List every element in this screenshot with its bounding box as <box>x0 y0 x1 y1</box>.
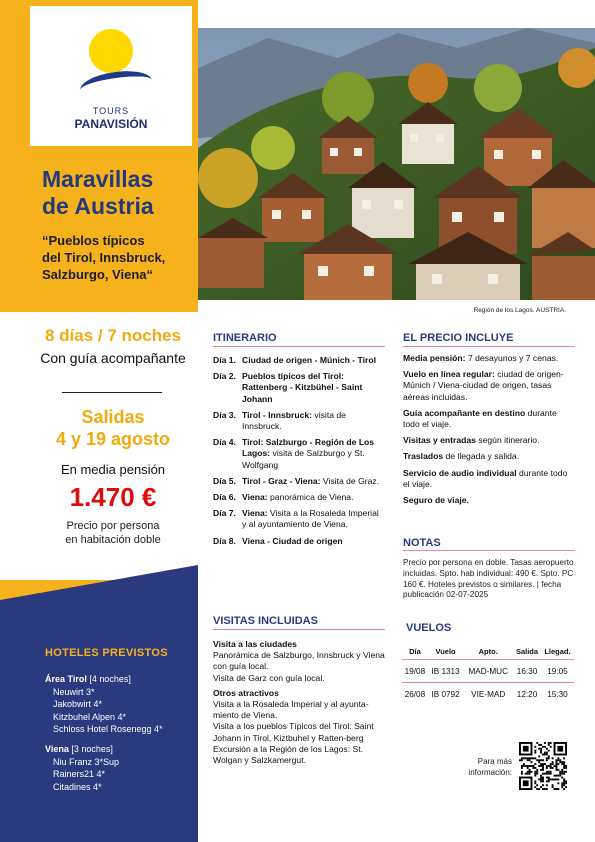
notes-text: Precio por persona en doble. Tasas aeropuerto incluidas. Spto. hab individual: 490 €. Spto. PC 160 €. Hoteles previstos o similares. | fecha publicación 02-07-2025 <box>403 558 574 600</box>
divider <box>62 392 162 393</box>
included-item-detail: durante todo el viaje. <box>403 467 568 489</box>
itinerary-list <box>213 355 385 552</box>
included-item-detail: de llegada y salida. <box>443 451 520 462</box>
itinerary-day: Día 7. <box>213 508 236 519</box>
hotel-item: Jakobwirt 4* <box>53 699 103 709</box>
itinerary-detail: Visita a la Rosaleda Imperial y al ayuntamiento de Viena. <box>242 508 379 530</box>
itinerary-day: Día 1. <box>213 355 236 365</box>
logo-tours-text: TOURS <box>92 106 130 116</box>
itinerary-row <box>213 355 385 366</box>
table-row <box>402 660 574 683</box>
table-row <box>402 683 574 705</box>
included-item <box>403 353 575 364</box>
trip-subtitle: “Pueblos típicos del Tirol, Innsbruck, Salzburgo, Viena“ <box>42 233 166 282</box>
hotel-item: Citadines 4* <box>53 781 102 792</box>
section-visits-title: VISITAS INCLUIDAS <box>213 615 318 627</box>
itinerary-place: Pueblos típicos del Tirol: Rattenberg - Kitzbühel - Saint Johann <box>242 371 363 404</box>
board-type: En media pensión <box>60 462 166 477</box>
itinerary-detail: Visita de Graz. <box>320 475 380 486</box>
itinerary-day: Día 5. <box>213 475 236 486</box>
trip-duration: 8 días / 7 noches <box>44 326 182 345</box>
itinerary-text <box>242 371 385 405</box>
included-item <box>403 435 575 446</box>
qr-label: Para más información: <box>468 757 512 777</box>
table-header-row <box>402 643 574 660</box>
hotels-title: HOTELES PREVISTOS <box>45 647 168 659</box>
section-rule <box>213 346 385 347</box>
included-item-detail: 7 desayunos y 7 cenas. <box>465 353 559 363</box>
price-note: Precio por persona en habitación doble <box>65 520 161 546</box>
included-item-title: Traslados <box>403 451 444 462</box>
itinerary-detail: panorámica de Viena. <box>267 492 354 503</box>
included-item <box>403 451 575 462</box>
itinerary-day: Día 6. <box>213 492 236 503</box>
included-list <box>403 353 575 511</box>
hallstatt-photo <box>198 28 595 300</box>
itinerary-day: Día 3. <box>213 409 236 420</box>
section-notes-title: NOTAS <box>403 537 441 549</box>
section-rule <box>403 346 575 347</box>
column-header: Día <box>409 646 421 656</box>
flights-table <box>402 643 574 705</box>
included-item-detail: según itinerario. <box>475 435 540 446</box>
itinerary-place: Tirol - Innsbruck: <box>242 409 313 420</box>
column-header: Vuelo <box>435 646 456 656</box>
included-item <box>403 495 575 506</box>
column-header: Apto. <box>478 646 498 656</box>
itinerary-place: Viena - Ciudad de origen <box>242 535 343 546</box>
visits-item: Excursión a la Región de los Lagos: St. Wolgan y Salzkamergut. <box>213 743 364 766</box>
itinerary-row <box>213 371 385 405</box>
table-cell: 19/08 <box>404 666 426 676</box>
section-rule <box>213 629 385 630</box>
table-cell: MAD-MUC <box>468 666 509 676</box>
itinerary-row <box>213 536 385 547</box>
sun-logo-icon <box>89 29 133 73</box>
hotel-item: Neuwirt 3* <box>53 686 95 697</box>
hotel-item: Schloss Hotel Rosenegg 4* <box>53 724 163 734</box>
itinerary-text <box>242 410 385 432</box>
included-item-title: Visitas y entradas <box>403 435 476 446</box>
itinerary-place: Tirol: Salzburgo - Región de Los Lagos: <box>242 437 375 459</box>
photo-caption: Región de los Lagos. AUSTRIA. <box>473 307 566 314</box>
included-item-title: Guía acompañante en destino <box>403 407 526 418</box>
itinerary-detail: visita de Salzburgo y St. Wolfgang <box>242 448 365 470</box>
table-cell: 12:20 <box>516 689 538 699</box>
hotel-region-tirol: Área Tirol [4 noches] Neuwirt 3* Jakobwirt 4* Kitzbuhel Alpen 4* Schloss Hotel Rosenegg 4* <box>45 674 163 734</box>
table-cell: IB 0792 <box>431 689 460 699</box>
itinerary-text <box>242 508 385 530</box>
hotel-item: Niu Franz 3*Sup <box>53 756 120 767</box>
itinerary-place: Ciudad de origen - Múnich - Tirol <box>242 355 376 365</box>
trip-price: 1.470 € <box>69 482 157 512</box>
section-included-title: EL PRECIO INCLUYE <box>403 332 514 344</box>
departures: Salidas 4 y 19 agosto <box>55 407 171 449</box>
included-item-title: Media pensión: <box>403 353 466 363</box>
included-item <box>403 468 575 490</box>
itinerary-place: Viena: <box>242 508 268 519</box>
table-cell: 19:05 <box>547 666 568 676</box>
itinerary-day: Día 8. <box>213 535 236 546</box>
itinerary-row <box>213 410 385 432</box>
section-itinerary-title: ITINERARIO <box>213 332 277 344</box>
itinerary-place: Viena: <box>242 492 268 503</box>
included-item-detail: durante todo el viaje. <box>403 407 557 430</box>
itinerary-text <box>242 355 385 366</box>
table-cell: IB 1313 <box>431 666 460 676</box>
included-item <box>403 369 575 403</box>
itinerary-day: Día 2. <box>213 371 236 382</box>
included-item <box>403 408 575 430</box>
table-cell: VIE-MAD <box>471 689 506 699</box>
itinerary-day: Día 4. <box>213 437 236 448</box>
itinerary-text <box>242 437 385 471</box>
village-illustration <box>198 28 595 300</box>
table-cell: 16:30 <box>516 666 538 676</box>
visits-item: Panorámica de Salzburgo, Innsbruck y Viena con guía local. <box>213 650 385 672</box>
column-header: Llegad. <box>544 646 571 656</box>
section-rule <box>403 550 575 551</box>
itinerary-row <box>213 437 385 471</box>
visits-item: Visita a la Rosaleda Imperial y al ayunta-miento de Viena. <box>213 699 369 721</box>
itinerary-row <box>213 476 385 487</box>
included-item-title: Vuelo en línea regular: <box>403 369 495 380</box>
itinerary-row <box>213 508 385 530</box>
included-item-title: Seguro de viaje. <box>403 495 469 506</box>
table-cell: 26/08 <box>404 689 426 699</box>
visits-list <box>213 639 385 766</box>
section-flights-title: VUELOS <box>406 622 452 634</box>
trip-title: Maravillas de Austria <box>42 166 154 219</box>
included-item-title: Servicio de audio individual <box>403 467 517 478</box>
swoosh-logo-icon <box>79 67 154 103</box>
visits-subheading: Visita a las ciudades <box>213 639 297 649</box>
itinerary-place: Tirol - Graz - Viena: <box>242 475 321 486</box>
visits-item: Visita de Garz con guía local. <box>213 672 325 683</box>
logo-brand-text: PANAVISIÓN <box>74 117 148 131</box>
qr-code-icon[interactable] <box>519 742 567 790</box>
visits-subheading: Otros atractivos <box>213 687 279 698</box>
hotel-item: Kitzbuhel Alpen 4* <box>53 711 127 722</box>
itinerary-text <box>242 492 385 503</box>
itinerary-row <box>213 492 385 503</box>
itinerary-text <box>242 536 385 547</box>
table-cell: 15:30 <box>547 689 568 699</box>
brand-logo <box>30 6 192 146</box>
hotel-item: Rainers21 4* <box>53 769 106 779</box>
itinerary-text <box>242 476 385 487</box>
column-header: Salida <box>515 646 539 656</box>
itinerary-detail: visita de Innsbruck. <box>242 409 346 432</box>
hotel-region-viena: Viena [3 noches] Niu Franz 3*Sup Rainers21 4* Citadines 4* <box>45 744 120 792</box>
guide-note: Con guía acompañante <box>40 350 186 366</box>
included-item-detail: ciudad de origen-Múnich / Viena-ciudad de origen, tasas aéreas incluidas. <box>403 369 564 402</box>
visits-item: Visita a los pueblos Típicos del Tirol: Saint Johann in Tirol, Kiztbuhel y Ratten-berg <box>213 721 374 743</box>
